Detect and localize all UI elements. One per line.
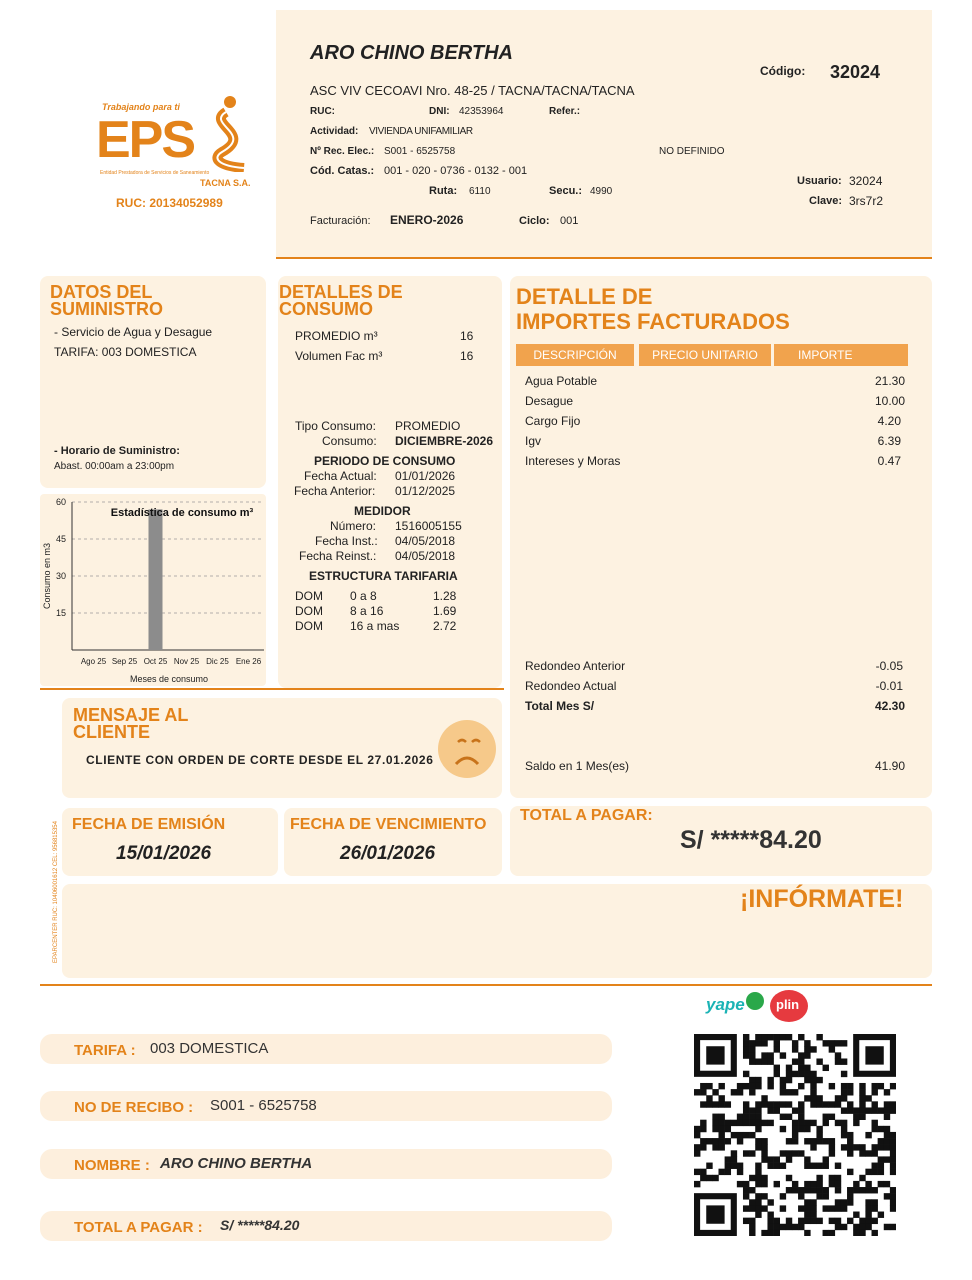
yape-logo xyxy=(706,992,764,1020)
ruc-label: RUC: xyxy=(310,106,335,117)
chart-ylabel: Consumo en m3 xyxy=(42,542,52,610)
promedio-label: PROMEDIO m³ xyxy=(295,329,378,343)
chart-xtick-label: Sep 25 xyxy=(111,657,138,666)
ruta-value: 6110 xyxy=(469,186,491,197)
suministro-title-1: DATOS DEL xyxy=(50,282,153,302)
informate-title: ¡INFÓRMATE! xyxy=(740,885,904,913)
mensaje-title-2: CLIENTE xyxy=(73,722,151,742)
chart-xtick-label: Dic 25 xyxy=(206,657,229,666)
footer-tarifa-row xyxy=(40,1034,612,1064)
footer-recibo-value: S001 - 6525758 xyxy=(210,1097,317,1114)
fecha-inst-value: 04/05/2018 xyxy=(395,534,456,548)
numero-value: 1516005155 xyxy=(395,519,462,533)
numero-label: Número: xyxy=(330,519,377,533)
codigo-label: Código: xyxy=(760,64,806,78)
plin-logo xyxy=(770,990,808,1022)
item-4-importe: 6.39 xyxy=(877,434,901,448)
facturacion-label: Facturación: xyxy=(310,215,371,227)
consumption-chart xyxy=(40,494,266,688)
no-definido: NO DEFINIDO xyxy=(659,146,725,157)
clave-value: 3rs7r2 xyxy=(849,194,884,208)
chart-title: Estadística de consumo m³ xyxy=(110,507,254,519)
secu-label: Secu.: xyxy=(549,185,583,197)
consumo-title-2: CONSUMO xyxy=(279,299,373,319)
dni-value: 42353964 xyxy=(459,106,504,117)
total-mes-label: Total Mes S/ xyxy=(525,699,595,713)
tarifa-row-2-rango: 8 a 16 xyxy=(350,604,384,618)
footer-nombre-row xyxy=(40,1149,612,1179)
qr-code xyxy=(694,1034,896,1236)
redondeo-anterior-label: Redondeo Anterior xyxy=(525,659,626,673)
chart-xtick-label: Oct 25 xyxy=(143,657,168,666)
secu-value: 4990 xyxy=(590,186,613,197)
chart-ytick-label: 60 xyxy=(55,497,66,507)
tarifa-row-3-cat: DOM xyxy=(295,619,323,633)
item-3-desc: Cargo Fijo xyxy=(525,414,581,428)
chart-xlabel: Meses de consumo xyxy=(129,674,209,684)
emision-label: FECHA DE EMISIÓN xyxy=(72,816,226,833)
consumo-label: Consumo: xyxy=(322,434,377,448)
redondeo-anterior-value: -0.05 xyxy=(875,659,903,673)
horario-value: Abast. 00:00am a 23:00pm xyxy=(54,461,175,472)
header-divider xyxy=(276,257,932,259)
footer-total-value: S/ *****84.20 xyxy=(220,1217,300,1233)
logo-letters: EPS xyxy=(96,111,195,169)
item-2-desc: Desague xyxy=(525,394,574,408)
actividad-label: Actividad: xyxy=(310,126,359,137)
chart-ytick-label: 15 xyxy=(55,608,66,618)
saldo-value: 41.90 xyxy=(874,759,905,773)
importes-title-1: DETALLE DE xyxy=(516,284,653,309)
item-2-importe: 10.00 xyxy=(874,394,905,408)
chart-ytick-label: 45 xyxy=(55,534,66,544)
logo-tagline: Trabajando para ti xyxy=(102,102,180,112)
tarifa-row-3-rango: 16 a mas xyxy=(350,619,400,633)
footer-nombre-label: NOMBRE : xyxy=(74,1157,150,1174)
fecha-actual-value: 01/01/2026 xyxy=(395,469,456,483)
tarifa-row-1-rango: 0 a 8 xyxy=(350,589,377,603)
servicio-text: - Servicio de Agua y Desague xyxy=(54,325,213,339)
footer-recibo-row xyxy=(40,1091,612,1121)
dni-label: DNI: xyxy=(429,106,450,117)
saldo-label: Saldo en 1 Mes(es) xyxy=(525,759,630,773)
logo-road-icon xyxy=(204,94,264,172)
ruta-label: Ruta: xyxy=(429,185,458,197)
tarifa-row-2-cat: DOM xyxy=(295,604,323,618)
item-5-desc: Intereses y Moras xyxy=(525,454,621,468)
redondeo-actual-value: -0.01 xyxy=(875,679,903,693)
footer-total-row xyxy=(40,1211,612,1241)
codigo-value: 32024 xyxy=(830,62,881,82)
mensaje-title-1: MENSAJE AL xyxy=(73,705,189,725)
promedio-value: 16 xyxy=(460,329,474,343)
tarifa-row-1-valor: 1.28 xyxy=(433,589,457,603)
col-descripcion-header: DESCRIPCIÓN xyxy=(516,344,634,366)
tarifa-row-3-valor: 2.72 xyxy=(433,619,457,633)
mensaje-text: CLIENTE CON ORDEN DE CORTE DESDE EL 27.01.2026 xyxy=(86,753,434,767)
fecha-reinst-value: 04/05/2018 xyxy=(395,549,456,563)
total-value: S/ *****84.20 xyxy=(680,826,822,854)
plin-text: plin xyxy=(776,997,800,1012)
total-mes-value: 42.30 xyxy=(874,699,905,713)
chart-xtick-label: Ago 25 xyxy=(80,657,107,666)
company-logo xyxy=(96,92,266,212)
fecha-reinst-label: Fecha Reinst.: xyxy=(299,549,377,563)
importes-title-2: IMPORTES FACTURADOS xyxy=(516,309,790,334)
rec-value: S001 - 6525758 xyxy=(384,146,456,157)
tipo-consumo-label: Tipo Consumo: xyxy=(295,419,376,433)
consumo-title-1: DETALLES DE xyxy=(279,282,403,302)
volumen-value: 16 xyxy=(460,349,474,363)
chart-xtick-label: Ene 26 xyxy=(235,657,262,666)
item-5-importe: 0.47 xyxy=(877,454,901,468)
chart-ytick-label: 30 xyxy=(55,571,66,581)
client-name: ARO CHINO BERTHA xyxy=(310,42,513,64)
refer-label: Refer.: xyxy=(549,106,581,117)
fecha-inst-label: Fecha Inst.: xyxy=(315,534,378,548)
suministro-title-2: SUMINISTRO xyxy=(50,299,164,319)
fecha-anterior-value: 01/12/2025 xyxy=(395,484,456,498)
tarifa-row-2-valor: 1.69 xyxy=(433,604,457,618)
footer-divider xyxy=(40,984,932,986)
item-1-importe: 21.30 xyxy=(874,374,905,388)
estructura-title: ESTRUCTURA TARIFARIA xyxy=(309,569,458,583)
col-importe-header: IMPORTE xyxy=(774,344,908,366)
consumo-value: DICIEMBRE-2026 xyxy=(395,434,494,448)
tipo-consumo-value: PROMEDIO xyxy=(395,419,461,433)
usuario-value: 32024 xyxy=(849,174,883,188)
rec-label: Nº Rec. Elec.: xyxy=(310,146,375,157)
item-3-importe: 4.20 xyxy=(877,414,901,428)
chart-bar xyxy=(149,509,163,650)
company-ruc: RUC: 20134052989 xyxy=(116,196,223,210)
left-divider xyxy=(40,688,504,690)
logo-city: TACNA S.A. xyxy=(200,178,251,188)
footer-tarifa-label: TARIFA : xyxy=(74,1042,136,1059)
footer-tarifa-value: 003 DOMESTICA xyxy=(150,1040,269,1057)
periodo-title: PERIODO DE CONSUMO xyxy=(314,454,456,468)
footer-recibo-label: NO DE RECIBO : xyxy=(74,1099,194,1116)
item-1-desc: Agua Potable xyxy=(525,374,598,388)
horario-label: - Horario de Suministro: xyxy=(54,445,180,457)
vencimiento-label: FECHA DE VENCIMIENTO xyxy=(290,816,487,833)
redondeo-actual-label: Redondeo Actual xyxy=(525,679,617,693)
total-label: TOTAL A PAGAR: xyxy=(520,807,653,824)
actividad-value: VIVIENDA UNIFAMILIAR xyxy=(369,126,473,137)
col-precio-header: PRECIO UNITARIO xyxy=(639,344,771,366)
fecha-actual-label: Fecha Actual: xyxy=(304,469,377,483)
footer-nombre-value: ARO CHINO BERTHA xyxy=(160,1155,313,1172)
yape-badge-icon xyxy=(746,992,764,1010)
usuario-label: Usuario: xyxy=(797,175,842,187)
client-address: ASC VIV CECOAVI Nro. 48-25 / TACNA/TACNA/TACNA xyxy=(310,83,635,98)
side-print-text: EPARCENTER RUC: 10406001612 CEL: 956815354 xyxy=(53,821,59,963)
volumen-label: Volumen Fac m³ xyxy=(295,349,383,363)
facturacion-value: ENERO-2026 xyxy=(390,213,464,227)
item-4-desc: Igv xyxy=(525,434,542,448)
emision-value: 15/01/2026 xyxy=(116,843,212,864)
tarifa-text: TARIFA: 003 DOMESTICA xyxy=(54,345,197,359)
ciclo-label: Ciclo: xyxy=(519,215,550,227)
sad-face-icon xyxy=(436,718,498,780)
medidor-title: MEDIDOR xyxy=(354,504,411,518)
logo-full-name: Entidad Prestadora de Servicios de Saneamiento xyxy=(100,170,210,176)
fecha-anterior-label: Fecha Anterior: xyxy=(294,484,376,498)
clave-label: Clave: xyxy=(809,195,843,207)
ciclo-value: 001 xyxy=(560,215,579,227)
footer-total-label: TOTAL A PAGAR : xyxy=(74,1219,203,1236)
vencimiento-value: 26/01/2026 xyxy=(340,843,436,864)
yape-text: yape xyxy=(706,995,745,1014)
tarifa-row-1-cat: DOM xyxy=(295,589,323,603)
chart-xtick-label: Nov 25 xyxy=(173,657,200,666)
catas-label: Cód. Catas.: xyxy=(310,165,375,177)
catas-value: 001 - 020 - 0736 - 0132 - 001 xyxy=(384,165,528,177)
